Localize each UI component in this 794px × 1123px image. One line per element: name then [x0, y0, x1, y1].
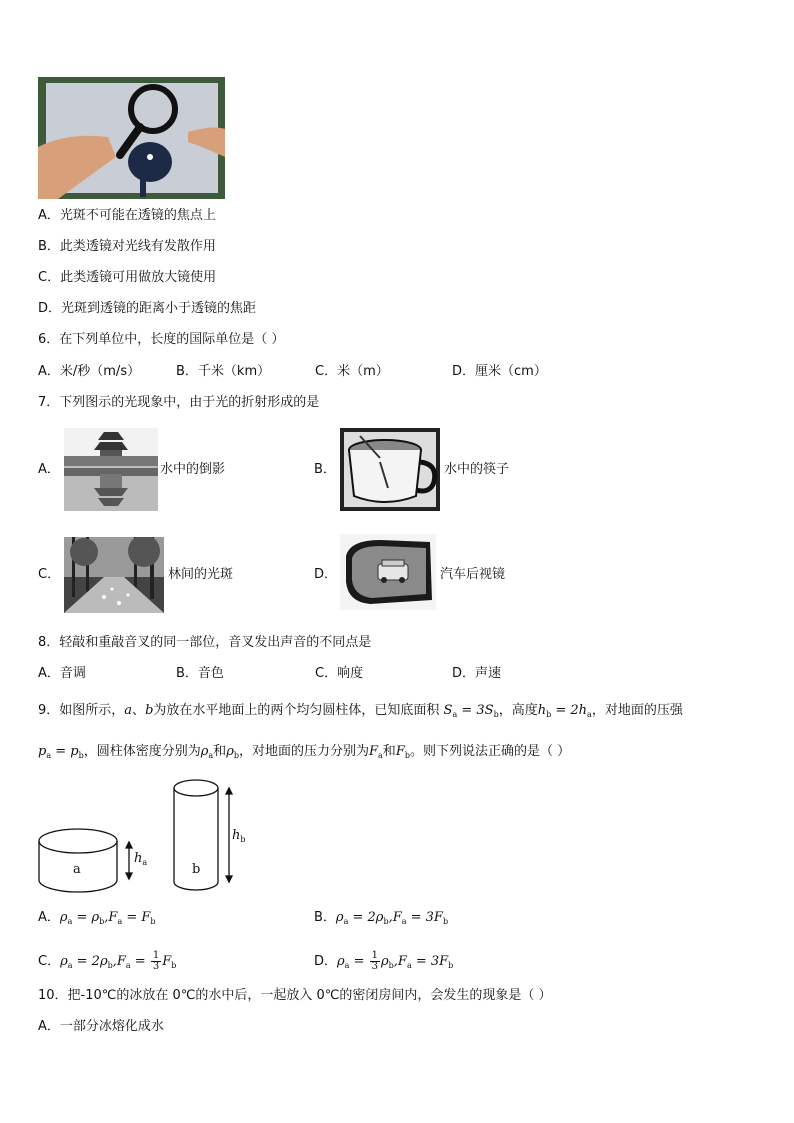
cylinder-b-label: b	[192, 862, 201, 877]
q7-option-b-letter[interactable]: B．	[314, 462, 336, 477]
height-b-symbol: h	[232, 828, 241, 843]
q7-option-b-caption: 水中的筷子	[444, 462, 510, 477]
q9-stem-line-1	[38, 702, 683, 724]
q7-option-a-caption: 水中的倒影	[160, 462, 226, 477]
q9-stem-text: 和	[213, 744, 227, 759]
car-rearview-mirror-photo	[340, 534, 436, 610]
separator: 、	[132, 703, 146, 718]
q10-option-a[interactable]: A．一部分冰熔化成水	[38, 1019, 164, 1034]
height-b-subscript: b	[240, 835, 246, 844]
q7-option-c-letter[interactable]: C．	[38, 567, 61, 582]
q5-option-d[interactable]: D．光斑到透镜的距离小于透镜的焦距	[38, 301, 257, 316]
q7-option-a-letter[interactable]: A．	[38, 462, 60, 477]
q9-option-a[interactable]	[38, 909, 156, 931]
q9-stem-text: ，对地面的压强	[591, 703, 683, 718]
q5-option-b[interactable]: B．此类透镜对光线有发散作用	[38, 239, 216, 254]
height-a-subscript: a	[142, 858, 148, 867]
q9-stem-line-2	[38, 743, 570, 765]
q9-option-d[interactable]	[314, 951, 453, 975]
q8-option-c[interactable]: C．响度	[315, 666, 364, 681]
density-a: $\rho_a$	[200, 744, 214, 760]
q7-option-c-caption: 林间的光斑	[168, 567, 234, 582]
q8-option-a[interactable]: A．音调	[38, 666, 86, 681]
q7-stem: 7．下列图示的光现象中，由于光的折射形成的是	[38, 395, 320, 410]
density-b: $\rho_b$	[226, 744, 239, 760]
height-a-label	[134, 851, 147, 867]
q8-option-b[interactable]: B．音色	[176, 666, 224, 681]
pressure-formula: $p_a = p_b$	[38, 744, 84, 760]
q6-option-a[interactable]: A．米/秒（m/s）	[38, 364, 141, 379]
q5-option-c[interactable]: C．此类透镜可用做放大镜使用	[38, 270, 217, 285]
option-letter: C．	[38, 954, 61, 969]
option-letter: A．	[38, 910, 60, 925]
q8-option-d[interactable]: D．声速	[452, 666, 502, 681]
option-formula: $\rho_a = 2\rho_b,F_a$ = $\frac{1}{3}$ $F_b$	[60, 950, 177, 972]
option-letter: B．	[314, 910, 336, 925]
height-b-label	[232, 828, 246, 844]
cylinder-a-label: a	[73, 862, 81, 877]
area-formula: $S_a = 3S_b$	[443, 703, 499, 719]
q10-stem: 10．把-10℃的冰放在 0℃的水中后，一起放入 0℃的密闭房间内，会发生的现象是（ ）	[38, 988, 552, 1003]
pagoda-reflection-photo	[64, 428, 158, 511]
var-b: b	[145, 703, 154, 718]
var-a: a	[124, 703, 133, 718]
forest-light-spots-photo	[64, 537, 164, 613]
q6-option-d[interactable]: D．厘米（cm）	[452, 364, 547, 379]
q6-option-c[interactable]: C．米（m）	[315, 364, 389, 379]
cylinders-figure	[36, 776, 256, 894]
q9-stem-text: 为放在水平地面上的两个均匀圆柱体，已知底面积	[153, 703, 440, 718]
q9-stem-text: 9．如图所示，	[38, 703, 125, 718]
q5-option-a[interactable]: A．光斑不可能在透镜的焦点上	[38, 208, 216, 223]
q9-stem-text: ，对地面的压力分别为	[238, 744, 369, 759]
option-formula: $\rho_a$ = $\frac{1}{3}$ $\rho_b,F_a = 3F_b$	[337, 950, 454, 972]
q6-option-b[interactable]: B．千米（km）	[176, 364, 271, 379]
height-formula: $h_b = 2h_a$	[537, 703, 592, 719]
q9-option-c[interactable]	[38, 951, 176, 975]
q9-stem-text: ，高度	[498, 703, 538, 718]
q7-option-d-caption: 汽车后视镜	[440, 567, 506, 582]
q9-stem-text: 。则下列说法正确的是（ ）	[409, 744, 571, 759]
magnifier-photo	[38, 77, 225, 199]
option-letter: D．	[314, 954, 338, 969]
height-a-symbol: h	[134, 851, 143, 866]
option-formula: $\rho_a = \rho_b,F_a = F_b$	[59, 910, 156, 926]
q9-stem-text: ，圆柱体密度分别为	[83, 744, 201, 759]
q9-stem-text: 和	[382, 744, 396, 759]
q6-stem: 6．在下列单位中，长度的国际单位是（ ）	[38, 332, 285, 347]
chopsticks-in-water-photo	[340, 428, 440, 511]
option-formula: $\rho_a = 2\rho_b,F_a = 3F_b$	[335, 910, 449, 926]
q7-option-d-letter[interactable]: D．	[314, 567, 338, 582]
force-a: $F_a$	[368, 744, 383, 760]
q8-stem: 8．轻敲和重敲音叉的同一部位，音叉发出声音的不同点是	[38, 635, 372, 650]
q9-option-b[interactable]	[314, 909, 448, 931]
force-b: $F_b$	[395, 744, 410, 760]
